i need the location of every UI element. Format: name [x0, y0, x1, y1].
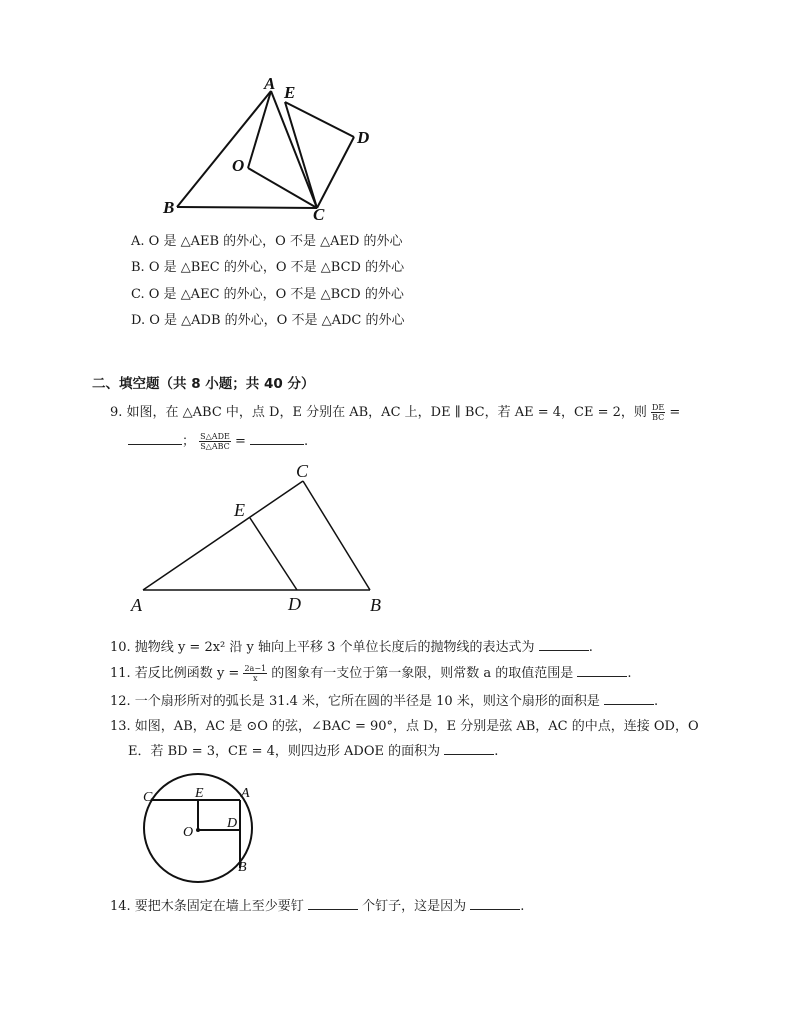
label-c: C: [296, 461, 309, 481]
fraction-denominator: BC: [652, 413, 665, 422]
center-point: [196, 828, 200, 832]
section-heading: 二、填空题（共 8 小题；共 40 分）: [92, 376, 315, 392]
fraction-function: [243, 664, 267, 683]
question-9-line-2: [128, 432, 308, 451]
equals-sign: =: [669, 405, 681, 420]
label-d: D: [357, 128, 370, 147]
label-b: B: [370, 595, 381, 615]
question-13-line-1: 13. 如图，AB，AC 是 ⊙O 的弦，∠BAC = 90°，点 D，E 分别是弦 AB，AC 的中点，连接 OD，O: [110, 719, 699, 734]
label-a: A: [241, 786, 250, 801]
period: .: [520, 899, 525, 914]
question-12-text: 12. 一个扇形所对的弧长是 31.4 米，它所在圆的半径是 10 米，则这个扇形的面积是: [110, 694, 600, 709]
period: .: [588, 640, 593, 655]
label-c: C: [313, 205, 325, 224]
question-11: [110, 664, 632, 683]
segment-dc: [317, 137, 354, 208]
label-a: A: [264, 74, 276, 93]
fraction-denominator: x: [253, 674, 258, 683]
label-b: B: [238, 860, 247, 875]
segment-ed: [285, 102, 354, 137]
question-14-text: 14. 要把木条固定在墙上至少要钉: [110, 899, 304, 914]
answer-blank[interactable]: [539, 638, 589, 651]
segment-ao: [248, 91, 271, 168]
segment-ac: [271, 91, 317, 208]
option-letter: D.: [131, 313, 146, 328]
period: .: [494, 744, 499, 759]
question-13-text: E．若 BD = 3，CE = 4，则四边形 ADOE 的面积为: [128, 744, 441, 759]
fraction-numerator: 2a−1: [244, 664, 267, 673]
question-12: [110, 692, 658, 711]
option-letter: B.: [131, 260, 145, 275]
label-a: A: [131, 595, 142, 615]
question-11-text-2: 的图象有一支位于第一象限，则常数 a 的取值范围是: [271, 666, 574, 681]
answer-blank[interactable]: [308, 897, 358, 910]
label-d: D: [227, 816, 238, 831]
answer-blank[interactable]: [470, 897, 520, 910]
answer-blank[interactable]: [604, 692, 654, 705]
option-a: [131, 234, 403, 250]
segment-cb: [303, 481, 370, 590]
label-e: E: [195, 786, 204, 801]
question-14-text-2: 个钉子，这是因为: [362, 899, 467, 914]
question-10-text: 10. 抛物线 y = 2x² 沿 y 轴向上平移 3 个单位长度后的抛物线的表达式为: [110, 640, 535, 655]
period: .: [627, 666, 632, 681]
period: .: [653, 694, 659, 709]
option-letter: C.: [131, 287, 145, 302]
label-d: D: [288, 594, 301, 614]
label-e: E: [284, 83, 296, 102]
segment-ac: [143, 481, 303, 590]
fraction-area-ratio: [199, 432, 231, 451]
option-c: [131, 287, 404, 303]
question-14: [110, 897, 524, 916]
option-d: [131, 313, 404, 329]
period: .: [304, 434, 309, 449]
answer-blank[interactable]: [444, 742, 494, 755]
segment-ab: [177, 91, 271, 207]
figure-2-triangle: [125, 460, 395, 620]
option-text: O 是 △AEB 的外心，O 不是 △AED 的外心: [148, 234, 403, 249]
fraction-numerator: DE: [652, 403, 665, 412]
question-9-line-1: [110, 403, 680, 422]
segment-ed: [250, 518, 297, 590]
fraction-de-bc: [651, 403, 665, 422]
question-9-text: 9. 如图，在 △ABC 中，点 D，E 分别在 AB，AC 上，DE ∥ BC，若 AE = 4，CE = 2，则: [110, 405, 647, 420]
option-b: [131, 260, 404, 276]
label-o: O: [183, 825, 194, 840]
answer-blank[interactable]: [577, 664, 627, 677]
fraction-numerator: S△ADE: [200, 432, 230, 441]
option-text: O 是 △BEC 的外心，O 不是 △BCD 的外心: [148, 260, 405, 275]
option-letter: A.: [131, 234, 145, 249]
label-e: E: [234, 500, 245, 520]
option-text: O 是 △ADB 的外心，O 不是 △ADC 的外心: [149, 313, 405, 328]
label-c: C: [143, 790, 153, 805]
answer-blank[interactable]: [128, 432, 182, 445]
question-13-line-2: [128, 742, 498, 761]
label-b: B: [163, 198, 175, 217]
label-o: O: [232, 156, 245, 175]
question-11-text: 11. 若反比例函数 y =: [110, 666, 240, 681]
fraction-denominator: S△ABC: [200, 442, 230, 451]
figure-1-quadrilateral: [160, 74, 380, 224]
answer-blank[interactable]: [250, 432, 304, 445]
option-text: O 是 △AEC 的外心，O 不是 △BCD 的外心: [148, 287, 404, 302]
semicolon: ；: [182, 434, 196, 449]
figure-3-circle: [125, 768, 285, 888]
segment-bc: [177, 207, 317, 208]
question-10: [110, 638, 593, 657]
equals-sign: =: [234, 434, 246, 449]
